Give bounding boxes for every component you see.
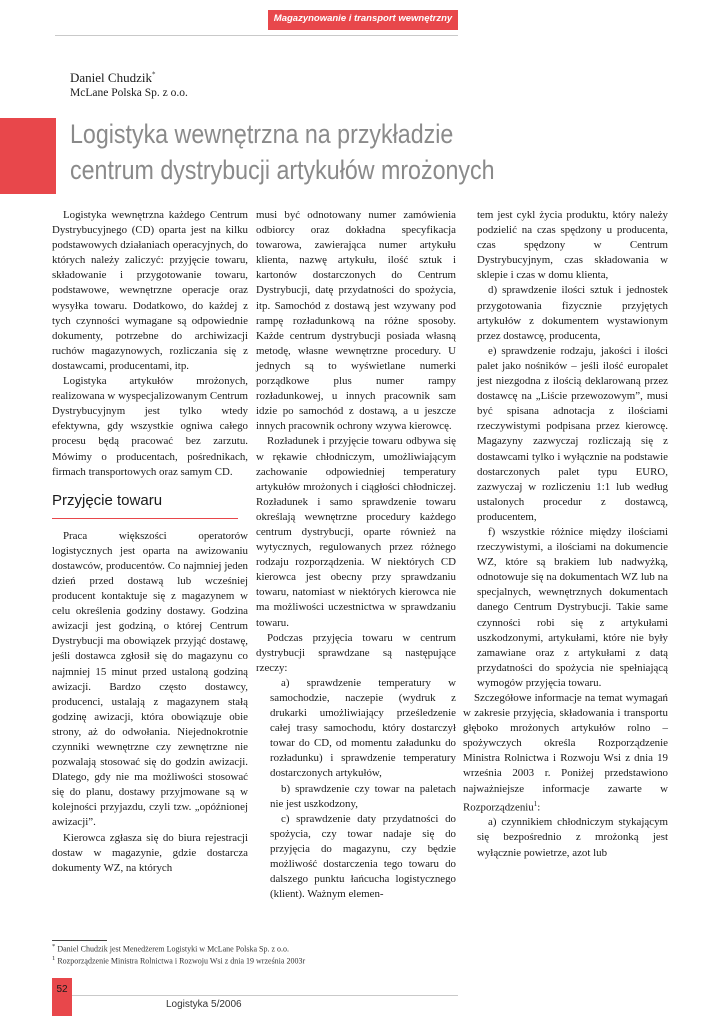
- col3-paragraph-2-end: :: [537, 801, 541, 814]
- list-text: czynnikiem chłodniczym stykającym się bezpośrednio z mrożonką jest wyłącznie powietrze, azot lub: [477, 816, 668, 859]
- list-item: [256, 782, 456, 812]
- list-text: sprawdzenie ilości sztuk i jednostek przygotowania fizycznie przyjętych artykułów z dokumentem wystawionym przez dostawcę, producenta,: [477, 284, 668, 342]
- list-marker: f): [488, 525, 496, 538]
- section-paragraph-2: Kierowca zgłasza się do biura rejestracji dostaw w magazynie, gdzie dostarcza dokumenty WZ, na których: [52, 831, 248, 874]
- list-item: [463, 344, 668, 525]
- list-marker: d): [488, 284, 498, 297]
- col3-continuation: tem jest cykl życia produktu, który należy podzielić na czas spędzony u producenta, czas spędzony w Centrum Dystrybucyjnym, czas składowania w sklepie i czas w domu klienta,: [477, 209, 668, 282]
- list-text: sprawdzenie rodzaju, jakości i ilości palet jako nośników – jeśli ilość europalet jest niezgodna z ilością deklarowaną przez dostawcę na „Liście przewozowym”, musi być spisana adnotacja z ilościami rzeczywistymi podpisana przez kierowcę. Magazyny zazwyczaj rozliczają się z dostawcami tylko i wyłącznie na podstawie dostarczonych palet typu EURO, zazwyczaj w rozliczeniu 1:1 lub według ustalonych procedur z dostawcą, producentem,: [477, 344, 668, 523]
- journal-name: Logistyka 5/2006: [166, 999, 242, 1010]
- list-marker: a): [281, 676, 290, 689]
- author-company: McLane Polska Sp. z o.o.: [70, 87, 188, 99]
- section-paragraph-1: Praca większości operatorów logistycznych jest oparta na awizowaniu dostawców, producentów. Co najmniej jeden dzień przed dostawą lub wcześniej producent kontaktuje się z magazynem w celu określenia godziny dostawy. Godzina awizacji jest godziną, o której Centrum Dystrybucji ma obowiązek przyjąć dostawę, jeśli dostawca zgłosił się do magazynu co najmniej 15 minut przed ustaloną godziną awizacji. Bardzo często dostawcy, producenci, ustalają z magazynem stałą godzinę awizacji, która obowiązuje obie strony, aż do odwołania. Niejednokrotnie czynniki wewnętrzne czy zewnętrzne nie pozwalają stosować się do godzin awizacji. Dlatego, gdy nie ma możliwości stosować się do planu, dostawy przyjmowane są w kolejności przyjazdu, czyli tzw. „opóźnionej awizacji”.: [52, 529, 248, 829]
- intro-paragraph-2: Logistyka artykułów mrożonych, realizowana w wyspecjalizowanym Centrum Dystrybucyjnym jest tylko wtedy efektywna, gdy wszystkie ogniwa całego procesu będą pracować bez zarzutu. Mówimy o producentach, pośrednikach, firmach transportowych oraz samym CD.: [52, 375, 248, 478]
- article-title: [70, 116, 495, 188]
- title-line-2: centrum dystrybucji artykułów mrożonych: [70, 155, 495, 185]
- footnote-rule: [52, 940, 107, 941]
- list-item: [463, 525, 668, 691]
- list-item: [463, 283, 668, 343]
- col3-paragraph-2: [463, 691, 668, 815]
- footnote-1: [52, 943, 289, 954]
- list-marker: a): [488, 816, 497, 829]
- column-3: [463, 208, 668, 861]
- footnote-ref-1: 1: [533, 799, 538, 808]
- list-text: wszystkie różnice między ilościami rzeczywistymi, a ilościami na dokumencie WZ, które są brakiem lub nadwyżką, odnotowuje się na dokumentach WZ lub na specjalnych, wewnętrznych dokumentach danego Centrum Dystrybucji. Takie same czynności robi się z artykułami uszkodzonymi, artykułami, które nie były zamawiane oraz z artykułami z datą przydatności do spożycia nie spełniającą wymogów przyjęcia towaru.: [477, 525, 668, 689]
- author-footnote-mark: *: [151, 70, 156, 79]
- author-name-text: Daniel Chudzik: [70, 70, 152, 85]
- list-text: sprawdzenie temperatury w samochodzie, naczepie (wydruk z drukarki umożliwiający prześledzenie całej trasy samochodu, który dostarczył towar do CD, od momentu załadunku do rozładunku) i sprawdzenie temperatury dostarczonych artykułów,: [270, 676, 456, 780]
- list-marker: c): [281, 812, 290, 825]
- list-item: [463, 815, 668, 860]
- footnote-text: Rozporządzenie Ministra Rolnictwa i Rozwoju Wsi z dnia 19 września 2003r: [57, 956, 306, 966]
- col2-paragraph-3: Podczas przyjęcia towaru w centrum dystrybucji sprawdzane są następujące rzeczy:: [256, 631, 456, 674]
- title-line-1: Logistyka wewnętrzna na przykładzie: [70, 119, 454, 149]
- column-2: [256, 208, 456, 902]
- list-text: sprawdzenie czy towar na paletach nie jest uszkodzony,: [270, 782, 456, 810]
- footnote-mark: 1: [52, 955, 56, 962]
- footnote-mark: *: [52, 943, 56, 950]
- col2-paragraph-2: Rozładunek i przyjęcie towaru odbywa się w rękawie chłodniczym, umożliwiającym zachowanie odpowiedniej temperatury artykułów mrożonych i ciągłości chłodniczej. Rozładunek i samo sprawdzenie towaru określają wewnętrzne procedury każdego centrum dystrybucji, oparte również na wytycznych, regulowanych przez różnego rodzaju rozporządzenia. W niektórych CD kierowca jest obecny przy sprawdzaniu towaru, natomiast w niektórych kierowca nie ma możliwości uczestnictwa w sprawdzaniu towaru.: [256, 435, 456, 629]
- footnote-2: [52, 955, 305, 966]
- section-heading-rule: [52, 518, 238, 519]
- list-marker: b): [281, 782, 291, 795]
- column-1: [52, 208, 248, 876]
- col3-paragraph-2-text: Szczegółowe informacje na temat wymagań w zakresie przyjęcia, składowania i transportu głęboko mrożonych artykułów rolno – spożywczych określa Rozporządzenie Ministra Rolnictwa i Rozwoju Wsi z dnia 19 września 2003 r. Poniżej przedstawiono najważniejsze informacje zawarte w Rozporządzeniu: [463, 692, 668, 814]
- list-marker: e): [488, 344, 497, 357]
- list-text: sprawdzenie daty przydatności do spożycia, czy towar nadaje się do przyjęcia do magazynu, czy będzie możliwość dostarczenia tego towaru do dalszego punktu łańcucha logistycznego (klient). Ważnym elemen-: [270, 812, 456, 901]
- section-header: Magazynowanie i transport wewnętrzny: [273, 13, 453, 24]
- footnote-text: Daniel Chudzik jest Menedżerem Logistyki w McLane Polska Sp. z o.o.: [57, 944, 290, 954]
- col2-paragraph-1: musi być odnotowany numer zamówienia odbiorcy oraz dokładna specyfikacja towarowa, zawierająca numer artykułu klienta, nazwę artykułu, ilość sztuk i kartonów dostarczonych do Centrum Dystrybucji, datę przydatności do spożycia, itp. Samochód z dostawą jest wzywany pod rampę rozładunkową na różne sposoby. Każde centrum dystrybucji posiada własną metodę, własne wewnętrzne procedury. U jednych są to wyświetlane numerki porządkowe plus numer rampy rozładunkowej, u innych pracownik sam idzie po samochód z dostawą, a u jeszcze innych pracownik ochrony wzywa kierowcę.: [256, 209, 456, 433]
- page-number: 52: [56, 984, 68, 995]
- section-heading: Przyjęcie towaru: [52, 491, 163, 509]
- list-item: [256, 676, 456, 782]
- list-item: [256, 812, 456, 903]
- footer-rule: [72, 995, 458, 996]
- accent-side-bar: [0, 118, 56, 194]
- header-rule: [55, 35, 458, 36]
- author-name: [70, 70, 155, 86]
- intro-paragraph-1: Logistyka wewnętrzna każdego Centrum Dystrybucyjnego (CD) oparta jest na kilku podstawowych działaniach operacyjnych, do których należy zaliczyć: przyjęcie towaru, składowanie i przygotowanie towaru, podstawowe, wewnętrzne operacje oraz wysyłka towaru. Dodatkowo, do każdej z tych czynności wymagane są odpowiednie dokumenty, potrzebne do archiwizacji ruchów magazynowych, rozliczania się z dostawcami, producentami, itp.: [52, 209, 248, 372]
